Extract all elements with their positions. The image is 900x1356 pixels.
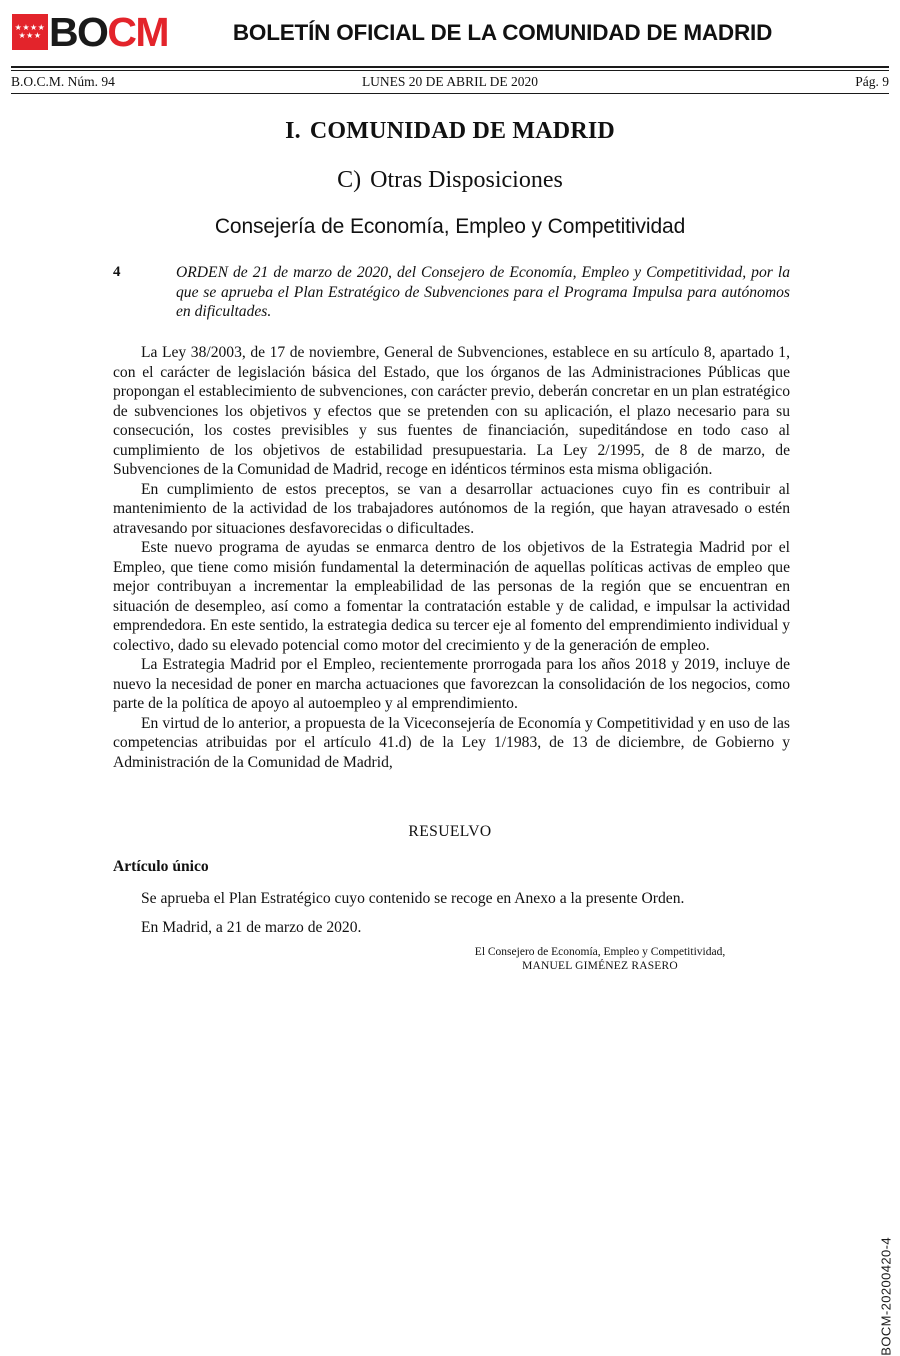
body-paragraph: Este nuevo programa de ayudas se enmarca dentro de los objetivos de la Estrategia Madrid por el Empleo, que tiene como misión fundamental la determinación de aquellas políticas activas de empleo que mejor contribuyan a incrementar la empleabilidad de las personas de la región que se encuentran en situación de desempleo, así como a fomentar la contratación estable y de calidad, e impulsar la actividad emprendedora. En este sentido, la estrategia dedica su tercer eje al fomento del emprendimiento individual y colectivo, dado su elevado potencial como motor del crecimiento y de la generación de empleo. <box>113 539 790 654</box>
section-numeral: I. <box>285 118 301 144</box>
wordmark-cm: CM <box>107 9 168 55</box>
signatory-name: MANUEL GIMÉNEZ RASERO <box>522 960 678 972</box>
subsection-title: Otras Disposiciones <box>370 167 563 193</box>
article-body <box>113 889 790 946</box>
signatory-role: El Consejero de Economía, Empleo y Competitividad, <box>474 946 726 958</box>
masthead-title: BOLETÍN OFICIAL DE LA COMUNIDAD DE MADRID <box>232 20 773 45</box>
rule-top-thick <box>11 66 889 68</box>
wordmark-bo: BO <box>49 9 108 55</box>
body-paragraph: La Estrategia Madrid por el Empleo, recientemente prorrogada para los años 2018 y 2019, incluye de nuevo la necesidad de poner en marcha actuaciones que favorezcan la consolidación de los negocios, como parte de la política de apoyo al autoempleo y al emprendimiento. <box>113 656 790 712</box>
body-paragraph: La Ley 38/2003, de 17 de noviembre, General de Subvenciones, establece en su artículo 8, apartado 1, con el carácter de legislación básica del Estado, que los órganos de las Administraciones Públicas que propongan el establecimiento de subvenciones, con carácter previo, deberán concretar en un plan estratégico de subvenciones los objetivos y efectos que se pretenden con su aplicación, el plazo necesario para su consecución, los costes previsibles y sus fuentes de financiación, supeditándose en todo caso al cumplimiento de los objetivos de estabilidad presupuestaria. La Ley 2/1995, de 8 de marzo, de Subvenciones de la Comunidad de Madrid, recoge en idénticos términos esta misma obligación. <box>113 344 790 478</box>
rule-top-thin <box>11 70 889 71</box>
article-heading: Artículo único <box>113 858 209 875</box>
subsection-letter: C) <box>337 167 362 193</box>
issue-date: LUNES 20 DE ABRIL DE 2020 <box>361 73 539 89</box>
article-paragraph: Se aprueba el Plan Estratégico cuyo contenido se recoge en Anexo a la presente Orden. <box>141 890 685 907</box>
page-number: Pág. 9 <box>855 73 889 89</box>
resolution-heading: RESUELVO <box>408 823 492 840</box>
department-heading: Consejería de Economía, Empleo y Competitividad <box>214 215 686 238</box>
flag-stars-row-bottom: ★★★ <box>18 31 42 40</box>
running-head <box>11 66 889 94</box>
flag-stars-row-top: ★★★★ <box>14 23 46 32</box>
section-heading <box>0 118 900 145</box>
masthead <box>0 0 900 64</box>
section-title: COMUNIDAD DE MADRID <box>309 118 615 144</box>
body-paragraph: En virtud de lo anterior, a propuesta de la Viceconsejería de Economía y Competitividad y en uso de las competencias atribuidas por el artículo 41.d) de la Ley 1/1983, de 13 de diciembre, de Gobierno y Administración de la Comunidad de Madrid, <box>113 714 790 771</box>
document-side-code: BOCM-20200420-4 <box>879 1237 894 1356</box>
article-place-date: En Madrid, a 21 de marzo de 2020. <box>141 918 362 936</box>
running-head-row <box>11 72 889 93</box>
rule-bottom <box>11 93 889 95</box>
body-paragraph: En cumplimiento de estos preceptos, se van a desarrollar actuaciones cuyo fin es contribuir al mantenimiento de la actividad de los trabajadores autónomos de la región, que hayan atravesado o estén atravesando por situaciones desfavorecidas o dificultades. <box>113 480 790 537</box>
body-text <box>113 343 790 772</box>
signature-block <box>400 945 800 973</box>
order-summary: ORDEN de 21 de marzo de 2020, del Consejero de Economía, Empleo y Competitividad, por la que se aprueba el Plan Estratégico de Subvenciones para el Programa Impulsa para autónomos en dificultades. <box>176 264 790 320</box>
order-item-number: 4 <box>113 264 121 280</box>
order-block <box>113 263 790 322</box>
subsection-heading <box>0 167 900 194</box>
issue-number: B.O.C.M. Núm. 94 <box>11 73 115 89</box>
